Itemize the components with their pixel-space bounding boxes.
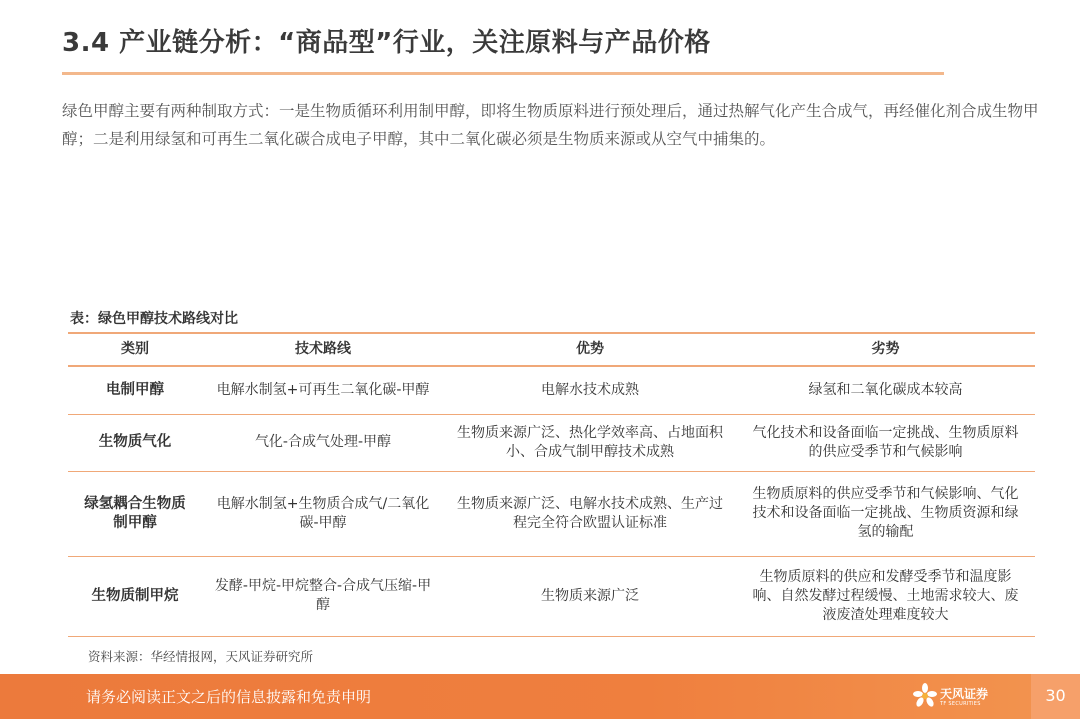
table-row bbox=[68, 414, 1035, 471]
title-divider bbox=[62, 72, 944, 75]
row-category: 绿氢耦合生物质制甲醇 bbox=[68, 471, 202, 556]
row-category: 生物质制甲烷 bbox=[68, 556, 202, 636]
table-header-row bbox=[68, 333, 1035, 366]
brand-logo bbox=[912, 682, 1022, 712]
disclaimer-link[interactable]: 请务必阅读正文之后的信息披露和免责申明 bbox=[86, 688, 372, 706]
row-advantage: 生物质来源广泛 bbox=[444, 556, 736, 636]
row-disadvantage: 生物质原料的供应和发酵受季节和温度影响、自然发酵过程缓慢、土地需求较大、废液废渣处理难度较大 bbox=[736, 556, 1035, 636]
column-header-category: 类别 bbox=[68, 333, 202, 366]
column-header-route: 技术路线 bbox=[202, 333, 444, 366]
row-disadvantage: 气化技术和设备面临一定挑战、生物质原料的供应受季节和气候影响 bbox=[736, 414, 1035, 471]
route-comparison-table bbox=[68, 332, 1035, 637]
row-disadvantage: 生物质原料的供应受季节和气候影响、气化技术和设备面临一定挑战、生物质资源和绿氢的输配 bbox=[736, 471, 1035, 556]
row-advantage: 生物质来源广泛、电解水技术成熟、生产过程完全符合欧盟认证标准 bbox=[444, 471, 736, 556]
row-disadvantage: 绿氢和二氧化碳成本较高 bbox=[736, 366, 1035, 414]
brand-name: 天风证券 bbox=[940, 687, 989, 701]
brand-name-en: TF SECURITIES bbox=[940, 701, 981, 707]
row-advantage: 电解水技术成熟 bbox=[444, 366, 736, 414]
column-header-disadvantage: 劣势 bbox=[736, 333, 1035, 366]
footer-bar bbox=[0, 674, 1080, 719]
row-category: 电制甲醇 bbox=[68, 366, 202, 414]
table-row bbox=[68, 556, 1035, 636]
intro-paragraph: 绿色甲醇主要有两种制取方式：一是生物质循环利用制甲醇，即将生物质原料进行预处理后，通过热解气化产生合成气，再经催化剂合成生物甲醇；二是利用绿氢和可再生二氧化碳合成电子甲醇，其中二氧化碳必须是生物质来源或从空气中捕集的。 bbox=[62, 102, 1039, 148]
tf-securities-flower-logo-icon bbox=[912, 682, 938, 712]
column-header-advantage: 优势 bbox=[444, 333, 736, 366]
page-title: 3.4 产业链分析：“商品型”行业，关注原料与产品价格 bbox=[62, 28, 711, 58]
row-route: 电解水制氢+可再生二氧化碳-甲醇 bbox=[202, 366, 444, 414]
page-number-box bbox=[1031, 674, 1080, 719]
page-number: 30 bbox=[1045, 686, 1066, 705]
table-caption: 表：绿色甲醇技术路线对比 bbox=[70, 311, 238, 327]
row-advantage: 生物质来源广泛、热化学效率高、占地面积小、合成气制甲醇技术成熟 bbox=[444, 414, 736, 471]
row-route: 发酵-甲烷-甲烷整合-合成气压缩-甲醇 bbox=[202, 556, 444, 636]
row-category: 生物质气化 bbox=[68, 414, 202, 471]
table-row bbox=[68, 471, 1035, 556]
row-route: 气化-合成气处理-甲醇 bbox=[202, 414, 444, 471]
data-source-note: 资料来源：华经情报网，天风证券研究所 bbox=[88, 649, 314, 664]
table-row bbox=[68, 366, 1035, 414]
row-route: 电解水制氢+生物质合成气/二氧化碳-甲醇 bbox=[202, 471, 444, 556]
